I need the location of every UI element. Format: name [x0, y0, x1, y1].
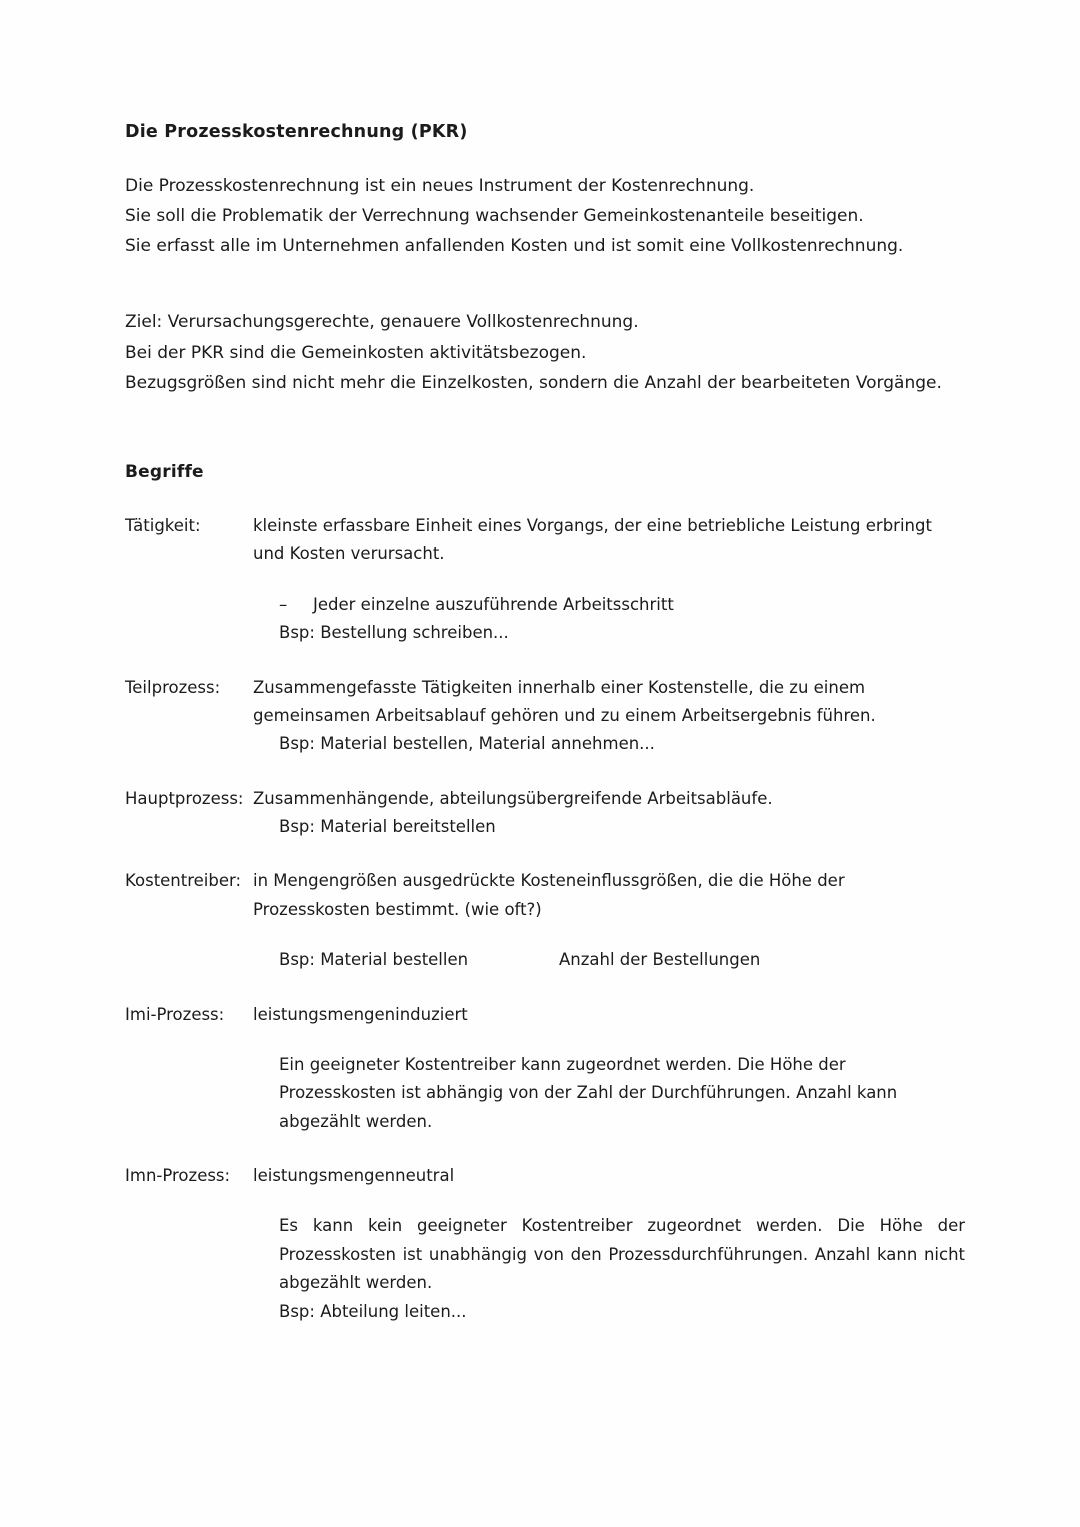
intro-line-2: Sie soll die Problematik der Verrechnung wachsender Gemeinkostenanteile beseitigen. [125, 205, 864, 226]
term-body [253, 1162, 965, 1326]
term-entry-teilprozess [125, 674, 965, 759]
spacer [125, 648, 965, 674]
term-definition: leistungsmengenneutral [253, 1166, 455, 1185]
intro-line-3: Sie erfasst alle im Unternehmen anfallenden Kosten und ist somit eine Vollkostenrechnung. [125, 236, 904, 256]
goal-paragraph [125, 307, 965, 398]
page-title: Die Prozesskostenrechnung (PKR) [125, 122, 468, 142]
term-entry-hauptprozess [125, 785, 965, 842]
term-definition: Zusammenhängende, abteilungsübergreifende Arbeitsabläufe. [253, 788, 773, 808]
term-body [253, 785, 965, 842]
term-example: Bsp: Abteilung leiten... [279, 1301, 467, 1321]
document-content [125, 120, 965, 1326]
term-example: Bsp: Bestellung schreiben... [279, 623, 509, 643]
intro-line-1: Die Prozesskostenrechnung ist ein neues Instrument der Kostenrechnung. [125, 175, 755, 196]
term-definition: kleinste erfassbare Einheit eines Vorgangs, der eine betriebliche Leistung erbringt und Kosten verursacht. [253, 516, 932, 564]
term-entry-taetigkeit [125, 512, 965, 648]
term-definition: leistungsmengeninduziert [253, 1004, 468, 1024]
term-entry-imi-prozess [125, 1001, 965, 1137]
spacer [125, 398, 965, 462]
spacer [125, 1136, 965, 1162]
spacer [125, 261, 965, 307]
spacer [125, 975, 965, 1001]
term-bullet [279, 591, 965, 619]
term-detail: Ein geeigneter Kostentreiber kann zugeordnet werden. Die Höhe der Prozesskosten ist abhängig von der Zahl der Durchführungen. Anzahl kann abgezählt werden. [279, 1054, 898, 1131]
term-body [253, 1001, 965, 1137]
term-label: Tätigkeit: [125, 516, 201, 535]
spacer [125, 759, 965, 785]
goal-line-1: Ziel: Verursachungsgerechte, genauere Vollkostenrechnung. [125, 312, 639, 333]
term-detail: Es kann kein geeigneter Kostentreiber zugeordnet werden. Die Höhe der Prozesskosten ist unabhängig von den Prozessdurchführungen. Anzahl kann nicht abgezählt werden. [279, 1216, 965, 1293]
term-body [253, 674, 965, 759]
term-definition: Zusammengefasste Tätigkeiten innerhalb einer Kostenstelle, die zu einem gemeinsamen Arbeitsablauf gehören und zu einem Arbeitsergebnis führen. [253, 677, 876, 725]
term-example-row [279, 946, 965, 974]
term-example: Bsp: Material bereitstellen [279, 817, 496, 836]
term-entry-imn-prozess [125, 1162, 965, 1326]
term-label: Teilprozess: [125, 677, 221, 697]
term-label: Imi-Prozess: [125, 1004, 225, 1024]
spacer [125, 841, 965, 867]
term-example-left: Bsp: Material bestellen [279, 950, 469, 970]
term-label: Hauptprozess: [125, 788, 244, 808]
dash-icon: – [279, 594, 288, 614]
term-label: Kostentreiber: [125, 871, 242, 891]
section-heading-begriffe: Begriffe [125, 462, 204, 482]
term-definition: in Mengengrößen ausgedrückte Kosteneinflussgrößen, die die Höhe der Prozesskosten bestimmt. (wie oft?) [253, 871, 845, 919]
goal-line-3: Bezugsgrößen sind nicht mehr die Einzelkosten, sondern die Anzahl der bearbeiteten Vorgänge. [125, 372, 942, 393]
term-body [253, 512, 965, 648]
term-entry-kostentreiber [125, 867, 965, 974]
term-example: Bsp: Material bestellen, Material annehmen... [279, 734, 655, 754]
term-body [253, 867, 965, 974]
term-bullet-text: Jeder einzelne auszuführende Arbeitsschritt [313, 594, 674, 614]
term-example-right: Anzahl der Bestellungen [559, 950, 761, 970]
goal-line-2: Bei der PKR sind die Gemeinkosten aktivitätsbezogen. [125, 342, 587, 363]
intro-paragraph [125, 171, 965, 262]
term-label: Imn-Prozess: [125, 1166, 231, 1185]
